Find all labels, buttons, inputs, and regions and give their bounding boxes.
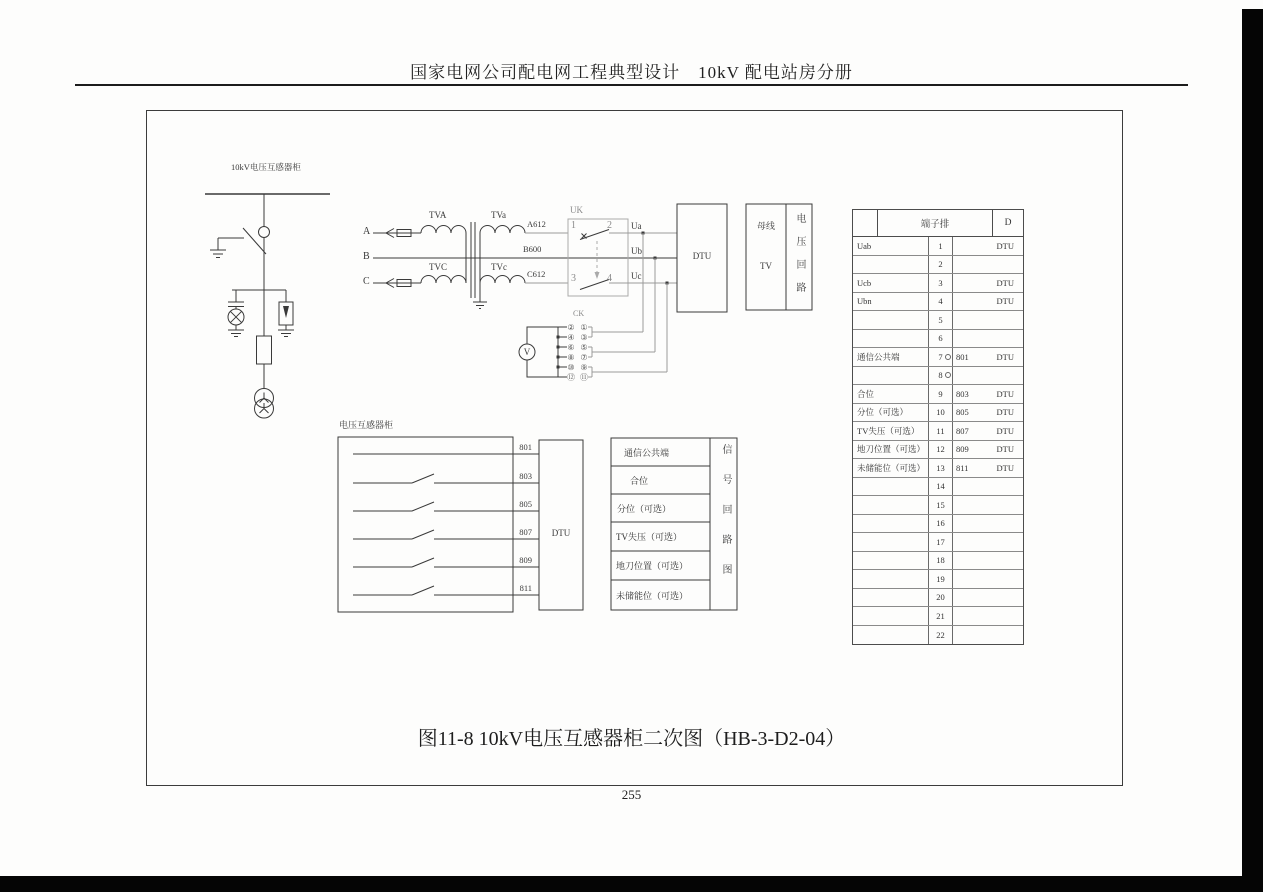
terminal-row-connection [953, 441, 1023, 459]
figure-caption: 图11-8 10kV电压互感器柜二次图（HB-3-D2-04） [417, 728, 846, 750]
fuse-symbol [257, 336, 272, 364]
terminal-row [853, 422, 1023, 441]
terminal-jumper-mark [945, 354, 951, 360]
terminal-row-connection [953, 533, 1023, 551]
lamp-branch [228, 290, 244, 337]
terminal-row [853, 441, 1023, 460]
signal-wire-807: 807 [519, 527, 532, 537]
terminal-row-connection [953, 589, 1023, 607]
terminal-row-connection [953, 626, 1023, 645]
signal-loop-vertical-label: 信号回路图 [720, 444, 731, 594]
terminal-row [853, 626, 1023, 645]
signal-cabinet-title: 电压互感器柜 [339, 420, 394, 430]
uk-terminal-2: 2 [607, 220, 612, 231]
bus-tv-line2: TV [760, 261, 772, 271]
terminal-device: DTU [996, 407, 1014, 418]
terminal-wire-number: 803 [956, 388, 969, 399]
terminal-row-connection [953, 552, 1023, 570]
phase-a-label: A [363, 226, 371, 237]
terminal-row-number: 10 [929, 404, 953, 422]
transformer-core [471, 222, 475, 298]
terminal-row [853, 367, 1023, 386]
voltage-loop-vertical-label: 电压回路 [794, 213, 805, 305]
terminal-row-number: 16 [929, 515, 953, 533]
legend-row-5: 地刀位置（可选） [616, 561, 689, 571]
terminal-row-number: 3 [929, 274, 953, 292]
terminal-row [853, 256, 1023, 275]
contact-blade [580, 280, 609, 290]
legend-row-3: 分位（可选） [617, 503, 672, 514]
selector-terminal-number: ⑨ [580, 362, 588, 372]
signal-wire-803: 803 [519, 471, 532, 481]
winding-TVC [421, 276, 466, 284]
legend-row-6: 未储能位（可选） [616, 590, 689, 601]
terminal-row-connection [953, 496, 1023, 514]
terminal-table-header [853, 210, 1023, 237]
terminal-row-connection [953, 237, 1023, 255]
terminal-row-connection [953, 422, 1023, 440]
terminal-wire-number: 801 [956, 351, 969, 362]
dtu-box-bottom [539, 440, 583, 610]
terminal-row-number: 18 [929, 552, 953, 570]
selector-terminal-number: ⑫ [567, 372, 575, 382]
terminal-table-body [853, 237, 1023, 644]
uk-terminal-1: 1 [571, 220, 576, 231]
terminal-device: DTU [996, 425, 1014, 436]
terminal-row-label: 地刀位置（可选） [853, 441, 929, 459]
terminal-row-connection [953, 607, 1023, 625]
switch-uk-label: UK [570, 205, 583, 215]
terminal-row [853, 515, 1023, 534]
selector-switch-terminals [567, 323, 588, 382]
terminal-row [853, 237, 1023, 256]
terminal-row-number: 6 [929, 330, 953, 348]
single-line-diagram [205, 194, 330, 418]
scan-black-edge-bottom [0, 876, 1263, 892]
contact-blade [580, 230, 609, 240]
terminal-row [853, 552, 1023, 571]
terminal-row-label: 合位 [853, 385, 929, 403]
terminal-row [853, 607, 1023, 626]
terminal-row [853, 293, 1023, 312]
signal-wire-805: 805 [519, 499, 532, 509]
terminal-row-label [853, 515, 929, 533]
terminal-row [853, 589, 1023, 608]
selector-terminal-number: ⑦ [580, 352, 588, 362]
winding-TVa [480, 226, 525, 234]
page-number: 255 [621, 787, 642, 802]
selector-terminal-number: ⑩ [567, 362, 575, 372]
cabinet-box [338, 437, 513, 612]
winding-TVA [421, 226, 466, 234]
dtu-top-label: DTU [692, 251, 712, 261]
terminal-row-label: Uab [853, 237, 929, 255]
cabinet-title: 10kV电压互感器柜 [231, 162, 301, 172]
terminal-row-connection [953, 367, 1023, 385]
terminal-row-number: 14 [929, 478, 953, 496]
voltmeter-label: V [523, 347, 531, 357]
terminal-row-number: 9 [929, 385, 953, 403]
document-header-title: 国家电网公司配电网工程典型设计 10kV 配电站房分册 [410, 63, 853, 82]
terminal-row-label [853, 589, 929, 607]
scan-black-edge-right [1242, 9, 1263, 892]
terminal-wire-number: 807 [956, 425, 969, 436]
terminal-row-connection [953, 478, 1023, 496]
terminal-row-number: 4 [929, 293, 953, 311]
terminal-row-label [853, 330, 929, 348]
terminal-row-label [853, 533, 929, 551]
terminal-row-connection [953, 274, 1023, 292]
winding-label-tva: TVA [429, 210, 447, 220]
terminal-row-number: 21 [929, 607, 953, 625]
signal-wire-809: 809 [519, 555, 532, 565]
phase-c-label: C [363, 276, 370, 287]
terminal-row [853, 404, 1023, 423]
terminal-row [853, 496, 1023, 515]
terminal-row-label: TV失压（可选） [853, 422, 929, 440]
legend-row-2: 合位 [630, 475, 649, 486]
terminal-row-label [853, 367, 929, 385]
winding-label-tvc2: TVc [491, 262, 507, 272]
signal-wire-801: 801 [519, 442, 532, 452]
terminal-row-number: 20 [929, 589, 953, 607]
terminal-row [853, 570, 1023, 589]
terminal-jumper-mark [945, 372, 951, 378]
terminal-row-number: 15 [929, 496, 953, 514]
winding-TVc [480, 276, 525, 284]
terminal-row-connection [953, 570, 1023, 588]
terminal-row-label [853, 256, 929, 274]
terminal-row-number: 12 [929, 441, 953, 459]
selector-ck-label: CK [573, 309, 585, 318]
terminal-wire-number: 805 [956, 407, 969, 418]
terminal-row-connection [953, 256, 1023, 274]
terminal-wire-number: 809 [956, 444, 969, 455]
terminal-device: DTU [996, 240, 1014, 251]
output-uc-label: Uc [631, 271, 642, 281]
terminal-wire-number: 811 [956, 462, 969, 473]
selector-terminal-number: ⑤ [580, 342, 588, 352]
terminal-strip-table [852, 209, 1024, 645]
terminal-row [853, 274, 1023, 293]
terminal-device: DTU [996, 388, 1014, 399]
uk-terminal-3: 3 [571, 273, 576, 284]
terminal-row-connection [953, 348, 1023, 366]
terminal-row-number: 8 [929, 367, 953, 385]
terminal-row [853, 348, 1023, 367]
selector-terminal-number: ④ [567, 332, 575, 342]
terminal-row-number: 7 [929, 348, 953, 366]
terminal-row-number: 17 [929, 533, 953, 551]
terminal-row-label: 未储能位（可选） [853, 459, 929, 477]
terminal-row-label: Ubn [853, 293, 929, 311]
selector-terminal-number: ⑧ [567, 352, 575, 362]
terminal-row [853, 330, 1023, 349]
terminal-row-label [853, 607, 929, 625]
output-ua-label: Ua [631, 221, 642, 231]
legend-row-4: TV失压（可选） [616, 532, 682, 542]
terminal-row-label [853, 552, 929, 570]
terminal-row-label [853, 570, 929, 588]
terminal-row-number: 5 [929, 311, 953, 329]
terminal-row [853, 385, 1023, 404]
terminal-row-label: Ucb [853, 274, 929, 292]
selector-terminal-number: ⑪ [580, 372, 588, 382]
terminal-row-label: 分位（可选） [853, 404, 929, 422]
terminal-row-number: 11 [929, 422, 953, 440]
selector-terminal-number: ⑥ [567, 342, 575, 352]
winding-label-tva2: TVa [491, 210, 506, 220]
terminal-row-connection [953, 404, 1023, 422]
selector-terminal-number: ③ [580, 332, 588, 342]
arrester-branch [278, 290, 294, 337]
terminal-row-number: 2 [929, 256, 953, 274]
terminal-row [853, 478, 1023, 497]
terminal-device: DTU [996, 351, 1014, 362]
selector-terminal-number: ② [567, 322, 575, 332]
terminal-row-label [853, 478, 929, 496]
terminal-row-number: 22 [929, 626, 953, 645]
terminal-row-connection [953, 293, 1023, 311]
bus-tv-line1: 母线 [756, 221, 775, 231]
terminal-header-right: D [1004, 218, 1012, 228]
wire-label-c612: C612 [527, 269, 546, 279]
terminal-device: DTU [996, 444, 1014, 455]
terminal-row-connection [953, 311, 1023, 329]
wire-label-b600: B600 [523, 244, 542, 254]
terminal-row-number: 1 [929, 237, 953, 255]
terminal-device: DTU [996, 277, 1014, 288]
winding-label-tvc: TVC [429, 262, 447, 272]
selector-terminal-number: ① [580, 322, 588, 332]
legend-row-1: 通信公共端 [624, 447, 670, 458]
terminal-row-connection [953, 459, 1023, 477]
wire-label-a612: A612 [527, 219, 546, 229]
terminal-row-connection [953, 385, 1023, 403]
terminal-row-number: 19 [929, 570, 953, 588]
terminal-header-blank [853, 210, 878, 236]
terminal-device: DTU [996, 462, 1014, 473]
terminal-row [853, 533, 1023, 552]
terminal-row-label: 通信公共端 [853, 348, 929, 366]
terminal-row-label [853, 626, 929, 645]
output-ub-label: Ub [631, 246, 642, 256]
phase-b-label: B [363, 251, 370, 262]
terminal-row-connection [953, 330, 1023, 348]
uk-terminal-4: 4 [607, 273, 612, 284]
terminal-row-connection [953, 515, 1023, 533]
signal-wire-811: 811 [519, 583, 532, 593]
terminal-row-label [853, 496, 929, 514]
terminal-row [853, 311, 1023, 330]
terminal-row-number: 13 [929, 459, 953, 477]
terminal-header-title: 端子排 [878, 210, 993, 236]
terminal-row-label [853, 311, 929, 329]
terminal-row [853, 459, 1023, 478]
voltage-transformer-symbol [255, 389, 274, 419]
dtu-bottom-label: DTU [551, 528, 571, 538]
terminal-device: DTU [996, 296, 1014, 307]
